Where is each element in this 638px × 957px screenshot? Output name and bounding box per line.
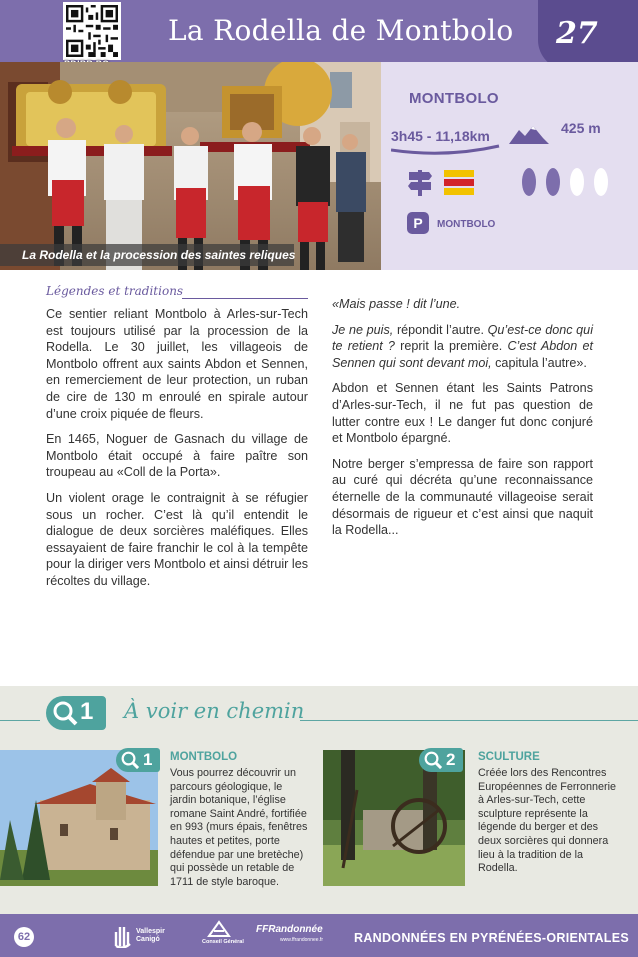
footer-band [0,914,638,957]
dialogue-part: répondit l’autre. [393,322,488,337]
magnifier-icon [119,749,141,771]
legend-paragraph: Un violent orage le contraignit à se réfugier sous un rocher. C’est là qu’il entendit le dialogue de deux sorcières maléfiques. Elles essayaient de faire franchir le col à la tempête pour la diriger vers Montbolo et ainsi détruir les récoltes du village. [46,490,308,588]
hand-logo-icon [112,924,134,948]
see-along-the-way-section [0,686,638,914]
footprint-2 [546,168,560,196]
legend-heading: Légendes et traditions [46,284,184,298]
duration-distance: 3h45 - 11,18km [391,128,490,144]
item-number-tag [116,748,160,772]
item-number: 2 [446,750,456,769]
elevation-gain: 425 m [561,120,601,136]
section-rule [300,720,638,721]
page-title: La Rodella de Montbolo [168,14,514,47]
item-description: Créée lors des Rencontres Européennes de Ferronnerie à Arles-sur-Tech, cette sculpture représente la légende du berger et des deux sorcières qui donnera lieu à la tradition de la Rodella. [478,767,617,875]
magnifier-icon [50,698,80,728]
vallespir-logo [112,922,172,950]
qr-code[interactable] [63,2,121,60]
dialogue-part: Qu’est-ce donc qui te retient ? [332,322,593,354]
route-number-badge [538,0,638,70]
route-number: 27 [556,16,598,51]
parking-icon: P [407,212,429,234]
difficulty-footprints-icon [517,164,613,198]
section-title: À voir en chemin [124,699,305,723]
mountain-icon [509,124,549,144]
logo-text: FFRandonnée [256,924,323,935]
dialogue-part: reprit la première. [394,339,508,354]
item-number-tag [419,748,463,772]
logo-text: Vallespir Canigó [136,928,165,943]
dialogue-part: Je ne puis, [332,322,394,337]
logo-text: Conseil Général [202,939,244,945]
footprint-1 [522,168,536,196]
magnifier-icon [422,749,444,771]
footprint-4 [594,168,608,196]
legend-quote: «Mais passe ! dit l’une. [332,297,461,311]
item-heading: MONTBOLO [170,751,238,763]
legend-paragraph: Notre berger s’empressa de faire son rapport au curé qui décréta qu’une reconnaissance éternelle de la communauté villageoise serait désormais de rigueur et c’est ainsi que naquit la Rodella... [332,456,593,538]
start-place: MONTBOLO [409,90,499,107]
procession-photo [0,62,381,270]
header-band [0,0,638,62]
reliquary-left [12,80,172,156]
legend-left-column [46,306,308,599]
route-info-panel [381,62,638,270]
qr-code-icon [66,5,118,57]
photo-caption: La Rodella et la procession des saintes reliques [0,244,294,266]
council-logo [202,920,244,950]
elevation-swoosh-icon [391,142,501,156]
footer-title: RANDONNÉES EN PYRÉNÉES-ORIENTALES [354,931,629,945]
dialogue-part: capitula l’autre». [491,355,587,370]
item-number: 1 [143,750,153,769]
section-number-tag [46,696,106,730]
section-rule [0,720,40,721]
trail-marker-icon [444,168,474,196]
procession-illustration [0,62,381,270]
legend-dialogue-opening [332,296,593,313]
legend-paragraph: Ce sentier reliant Montbolo à Arles-sur-Tech est toujours utilisé par la procession de la Rodella. Le 30 juillet, les villageois de Montbolo offrent aux saints Abdon et Sennen, en remerciement de leur protection, un ruban de cire de 130 m enroulé en spirale autour d’une croix piquée de fleurs. [46,307,308,421]
signpost-icon [407,168,433,196]
footprint-3 [570,168,584,196]
council-emblem-icon [207,920,231,938]
parking-label: MONTBOLO [437,219,496,230]
item-heading: SCULTURE [478,751,540,763]
legend-heading-rule [182,298,308,299]
dialogue-part: C’est Abdon et Sennen qui sont devant moi, [332,339,593,370]
legend-dialogue [332,322,593,372]
item-description: Vous pourrez découvrir un parcours géologique, le jardin botanique, l’église romane Saint André, fortifiée en 993 (murs épais, fenêtres hautes et petites, porte défendue par une bretèche) qui possède un retable de 1711 de style baroque. [170,767,308,888]
legend-paragraph: Abdon et Sennen étant les Saints Patrons d’Arles-sur-Tech, il ne fut pas question de lutter contre eux ! Le danger fut donc conjuré et Montbolo épargné. [332,381,593,446]
ffrandonnee-logo [256,924,328,950]
logo-url: www.ffrandonnee.fr [280,937,323,943]
section-number: 1 [80,698,94,725]
page-number: 62 [14,927,34,947]
legend-paragraph: En 1465, Noguer de Gasnach du village de Montbolo était occupé à faire paître son troupeau au «Coll de la Porta». [46,432,308,480]
legend-right-column [332,296,593,548]
